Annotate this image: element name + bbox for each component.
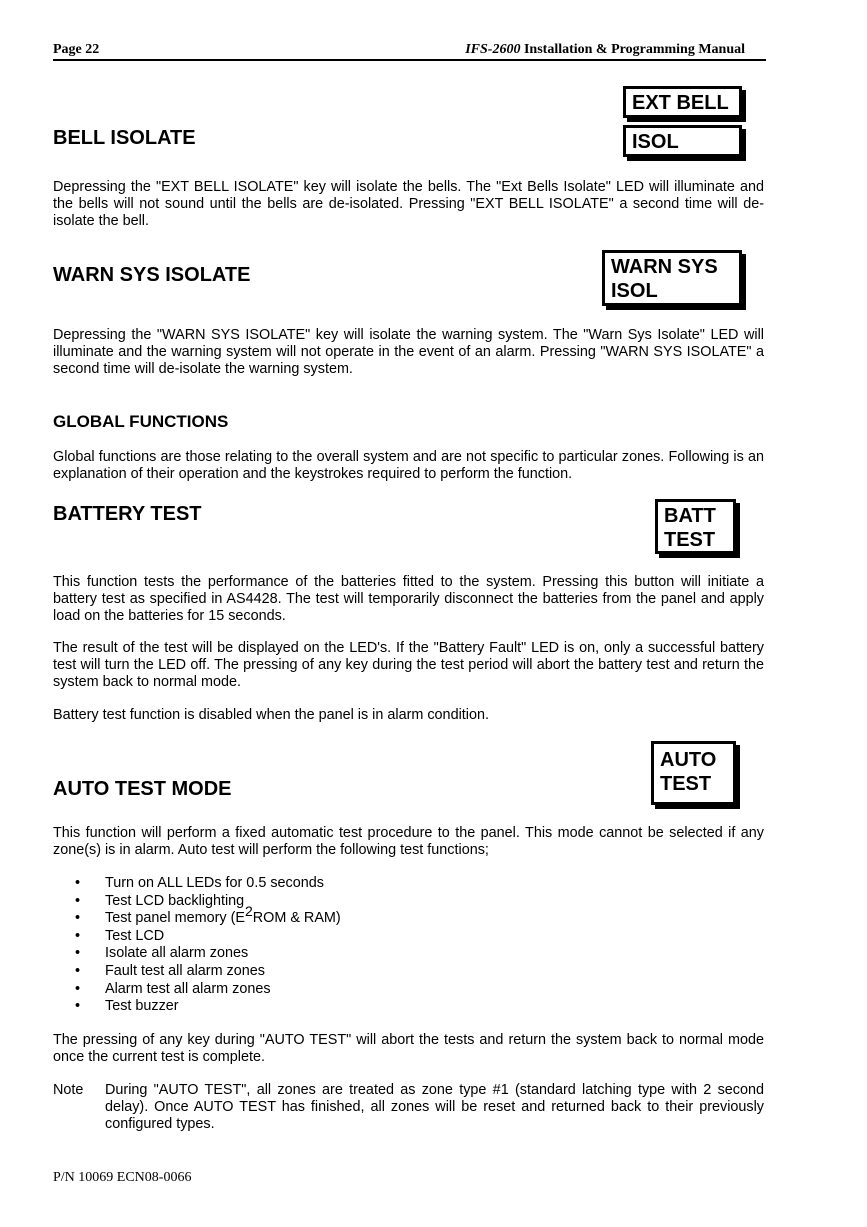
list-item: • Test LCD backlighting bbox=[53, 893, 341, 911]
global-functions-text: Global functions are those relating to the overall system and are not specific to particular zones. Following is an explanation of their operation and the keystrokes required to perform the function. bbox=[53, 449, 764, 482]
list-item: • Test LCD bbox=[53, 928, 341, 946]
note-text: During "AUTO TEST", all zones are treated as zone type #1 (standard latching type with 2 second delay). Once AUTO TEST has finished, all zones will be reset and returned back to their previously configured types. bbox=[105, 1082, 764, 1132]
batt-test-key-line2: TEST bbox=[664, 529, 716, 551]
batt-test-key bbox=[655, 499, 736, 554]
bell-isolate-heading: BELL ISOLATE bbox=[53, 127, 196, 149]
auto-test-key-line1: AUTO bbox=[660, 749, 717, 771]
ext-bell-key bbox=[623, 86, 742, 118]
part-number-footer: P/N 10069 ECN08-0066 bbox=[53, 1170, 192, 1185]
auto-test-outro: The pressing of any key during "AUTO TEST" will abort the tests and return the system back to normal mode once the current test is complete. bbox=[53, 1032, 764, 1065]
battery-test-heading: BATTERY TEST bbox=[53, 503, 202, 525]
battery-test-para2: The result of the test will be displayed on the LED's. If the "Battery Fault" LED is on, only a successful battery test will turn the LED off. The pressing of any key during the test period will abort the battery test and return the system back to normal mode. bbox=[53, 640, 764, 690]
list-item: • Fault test all alarm zones bbox=[53, 963, 341, 981]
auto-test-intro: This function will perform a fixed automatic test procedure to the panel. This mode cannot be selected if any zone(s) is in alarm. Auto test will perform the following test functions; bbox=[53, 825, 764, 858]
list-item: • Isolate all alarm zones bbox=[53, 945, 341, 963]
isol-key-label: ISOL bbox=[632, 131, 679, 153]
superscript: 2 bbox=[244, 903, 253, 920]
list-item: • Turn on ALL LEDs for 0.5 seconds bbox=[53, 875, 341, 893]
isol-key bbox=[623, 125, 742, 157]
batt-test-key-line1: BATT bbox=[664, 505, 716, 527]
ext-bell-key-label: EXT BELL bbox=[632, 92, 729, 114]
header-rule bbox=[53, 59, 766, 61]
manual-model: IFS-2600 bbox=[465, 42, 521, 57]
auto-test-list bbox=[53, 875, 341, 1016]
battery-test-para1: This function tests the performance of the batteries fitted to the system. Pressing this button will initiate a battery test as specified in AS4428. The test will temporarily disconnect the batteries from the panel and apply load on the batteries for 15 seconds. bbox=[53, 574, 764, 624]
list-item: • Alarm test all alarm zones bbox=[53, 981, 341, 999]
warn-sys-isolate-text: Depressing the "WARN SYS ISOLATE" key will isolate the warning system. The "Warn Sys Isolate" LED will illuminate and the warning system will not operate in the event of an alarm. Pressing "WARN SYS ISOLATE" a second time will de-isolate the warning system. bbox=[53, 327, 764, 377]
manual-title bbox=[465, 42, 745, 58]
warn-sys-key-line1: WARN SYS bbox=[611, 256, 718, 278]
battery-test-para3: Battery test function is disabled when the panel is in alarm condition. bbox=[53, 707, 489, 723]
auto-test-key bbox=[651, 741, 736, 805]
global-functions-heading: GLOBAL FUNCTIONS bbox=[53, 412, 229, 431]
auto-test-heading: AUTO TEST MODE bbox=[53, 778, 232, 800]
auto-test-key-line2: TEST bbox=[660, 773, 712, 795]
warn-sys-isol-key bbox=[602, 250, 742, 306]
manual-name: Installation & Programming Manual bbox=[520, 42, 745, 57]
list-item-part: Test panel memory (E bbox=[105, 910, 245, 927]
list-item: • Test buzzer bbox=[53, 998, 341, 1016]
warn-sys-key-line2: ISOL bbox=[611, 280, 658, 302]
page-number: Page 22 bbox=[53, 42, 100, 57]
note-label: Note bbox=[53, 1082, 84, 1098]
bell-isolate-text: Depressing the "EXT BELL ISOLATE" key will isolate the bells. The "Ext Bells Isolate" LED will illuminate and the bells will not sound until the bells are de-isolated. Pressing "EXT BELL ISOLATE" a second time will de-isolate the bell. bbox=[53, 179, 764, 229]
list-item-part: ROM & RAM) bbox=[252, 910, 341, 927]
warn-sys-isolate-heading: WARN SYS ISOLATE bbox=[53, 264, 251, 286]
list-item bbox=[53, 903, 341, 928]
